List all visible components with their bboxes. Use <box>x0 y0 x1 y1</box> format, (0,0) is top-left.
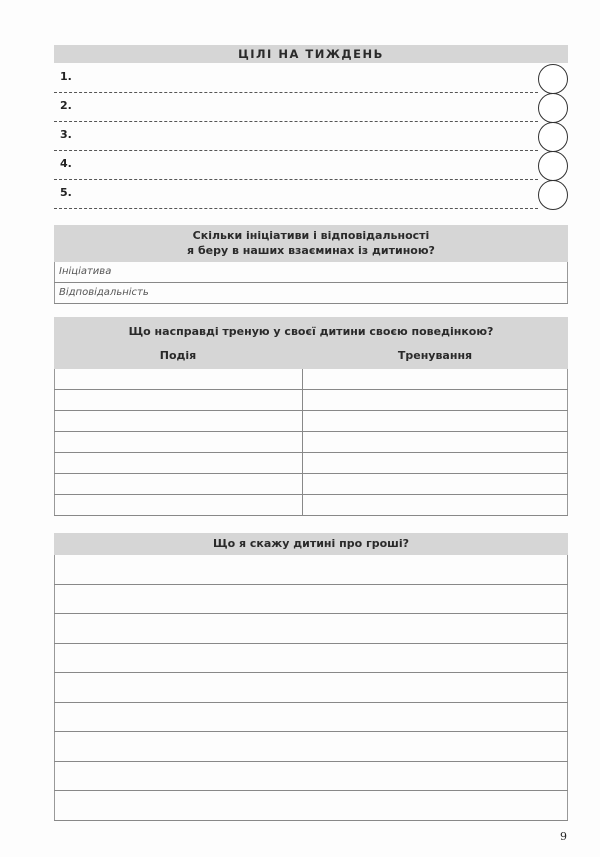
goal-checkbox-circle[interactable] <box>538 180 568 210</box>
initiative-header <box>54 225 568 262</box>
goal-line[interactable] <box>54 121 538 151</box>
money-line[interactable] <box>54 732 568 762</box>
money-line[interactable] <box>54 555 568 585</box>
money-line[interactable] <box>54 762 568 792</box>
training-title: Що насправді треную у своєї дитини своєю поведінкою? <box>128 325 494 338</box>
training-row[interactable] <box>54 390 568 411</box>
goal-number: 1. <box>60 70 72 83</box>
initiative-title-line1: Скільки ініціативи і відповідальності <box>192 229 430 242</box>
training-row[interactable] <box>54 411 568 432</box>
goal-checkbox-circle[interactable] <box>538 64 568 94</box>
training-row[interactable] <box>54 432 568 453</box>
goal-line[interactable] <box>54 63 538 93</box>
goal-number: 5. <box>60 186 72 199</box>
money-header: Що я скажу дитині про гроші? <box>54 533 568 555</box>
responsibility-label: Відповідальність <box>59 287 149 298</box>
training-row[interactable] <box>54 495 568 516</box>
money-line[interactable] <box>54 585 568 615</box>
responsibility-row[interactable] <box>54 283 568 304</box>
goal-checkbox-circle[interactable] <box>538 93 568 123</box>
money-line[interactable] <box>54 791 568 821</box>
page-number: 9 <box>560 830 567 843</box>
money-line[interactable] <box>54 673 568 703</box>
goal-number: 2. <box>60 99 72 112</box>
goals-header: ЦІЛІ НА ТИЖДЕНЬ <box>54 45 568 63</box>
money-line[interactable] <box>54 614 568 644</box>
initiative-row[interactable] <box>54 262 568 283</box>
training-row[interactable] <box>54 474 568 495</box>
training-row[interactable] <box>54 369 568 390</box>
column-event: Подія <box>159 349 197 362</box>
column-training: Тренування <box>397 349 473 362</box>
training-row[interactable] <box>54 453 568 474</box>
goal-line[interactable] <box>54 150 538 180</box>
money-line[interactable] <box>54 703 568 733</box>
goal-number: 3. <box>60 128 72 141</box>
initiative-label: Ініціатива <box>59 266 112 277</box>
goal-line[interactable] <box>54 179 538 209</box>
goal-checkbox-circle[interactable] <box>538 122 568 152</box>
goal-checkbox-circle[interactable] <box>538 151 568 181</box>
initiative-title-line2: я беру в наших взаєминах із дитиною? <box>187 244 435 257</box>
goal-number: 4. <box>60 157 72 170</box>
training-header <box>54 317 568 369</box>
money-line[interactable] <box>54 644 568 674</box>
goal-line[interactable] <box>54 92 538 122</box>
